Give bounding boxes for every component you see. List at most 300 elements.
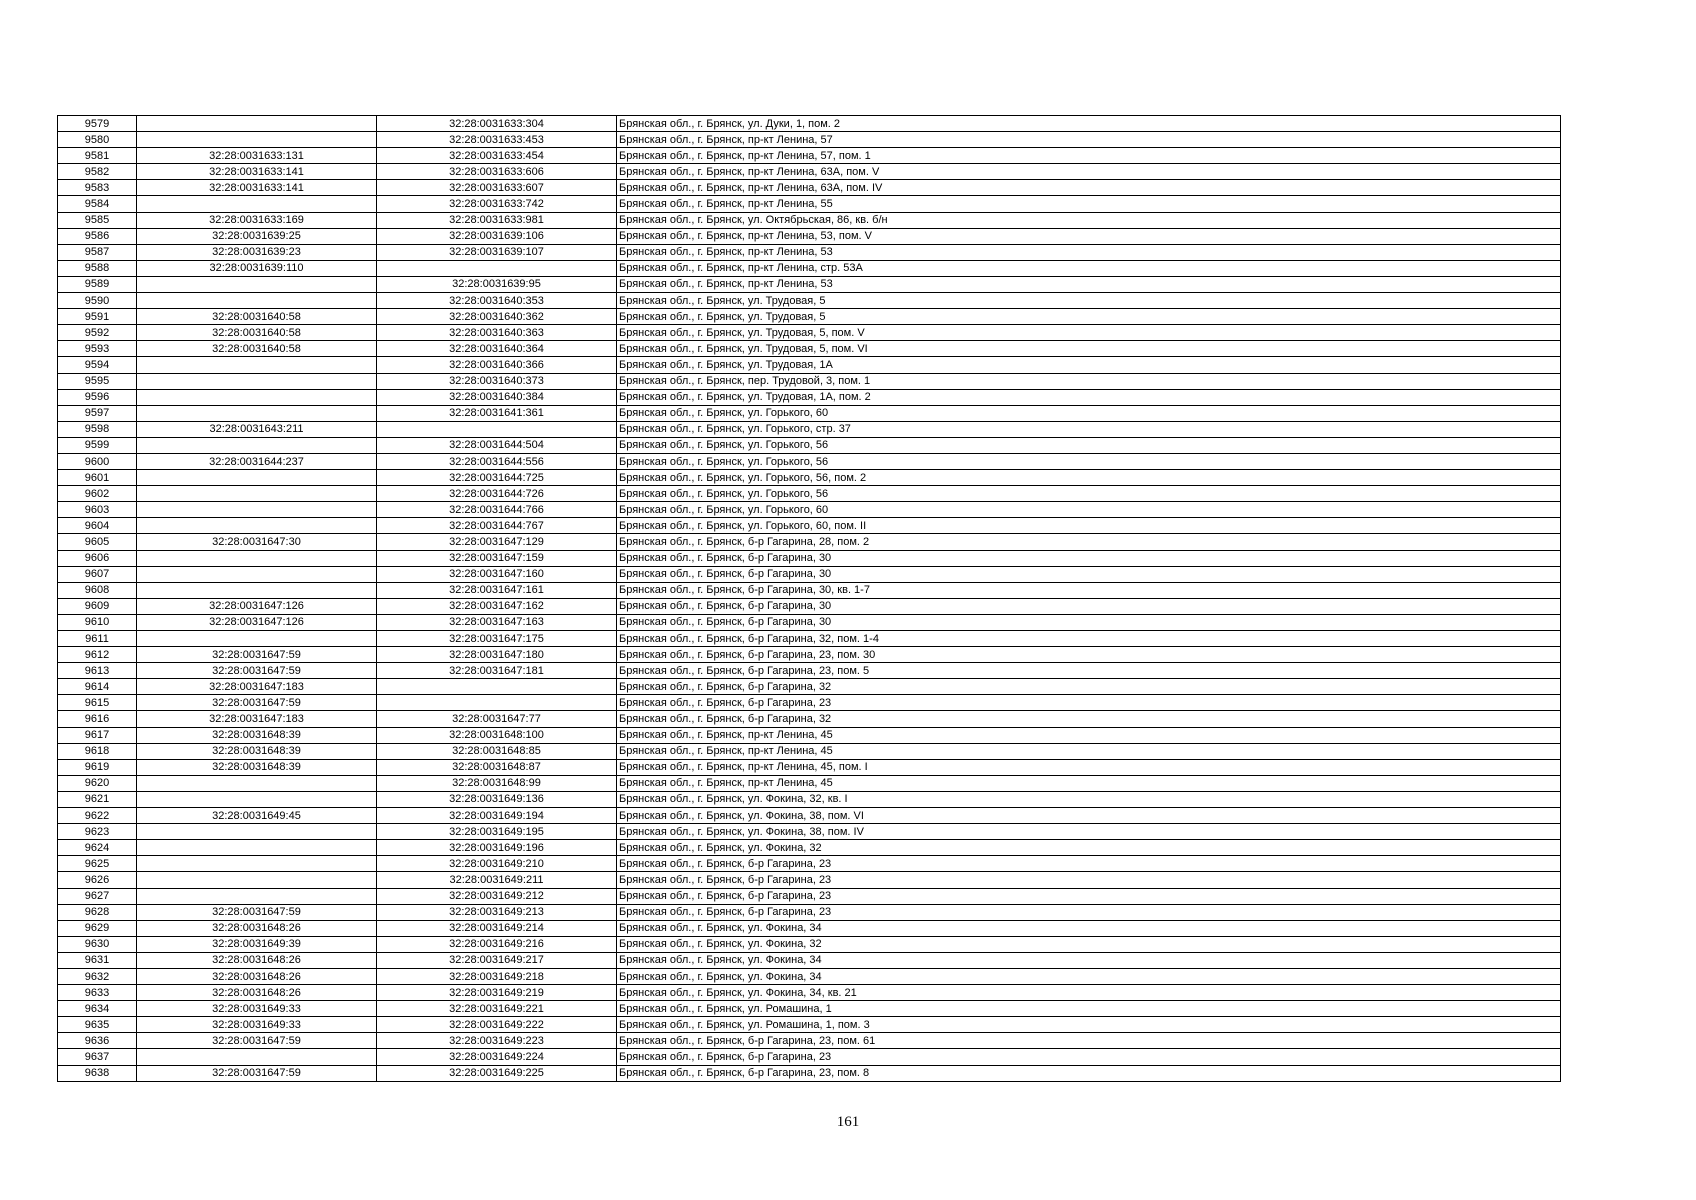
address-cell: Брянская обл., г. Брянск, ул. Фокина, 38, пом. IV — [617, 824, 1561, 840]
cadastral-number-cell: 32:28:0031633:981 — [377, 212, 617, 228]
address-cell: Брянская обл., г. Брянск, б-р Гагарина, 23 — [617, 888, 1561, 904]
parent-cadastral-cell: 32:28:0031649:39 — [137, 936, 377, 952]
cadastral-number-cell: 32:28:0031649:222 — [377, 1017, 617, 1033]
address-cell: Брянская обл., г. Брянск, пр-кт Ленина, 45 — [617, 727, 1561, 743]
cadastral-number-cell — [377, 260, 617, 276]
row-number-cell: 9618 — [58, 743, 137, 759]
cadastral-number-cell: 32:28:0031647:162 — [377, 598, 617, 614]
row-number-cell: 9593 — [58, 341, 137, 357]
row-number-cell: 9610 — [58, 614, 137, 630]
row-number-cell: 9611 — [58, 631, 137, 647]
row-number-cell: 9631 — [58, 952, 137, 968]
table-row — [58, 968, 1561, 984]
parent-cadastral-cell — [137, 550, 377, 566]
address-cell: Брянская обл., г. Брянск, ул. Фокина, 32 — [617, 840, 1561, 856]
table-row — [58, 566, 1561, 582]
address-cell: Брянская обл., г. Брянск, ул. Фокина, 32 — [617, 936, 1561, 952]
parent-cadastral-cell — [137, 888, 377, 904]
table-row — [58, 647, 1561, 663]
table-row — [58, 502, 1561, 518]
parent-cadastral-cell — [137, 405, 377, 421]
table-row — [58, 840, 1561, 856]
row-number-cell: 9632 — [58, 968, 137, 984]
table-row — [58, 196, 1561, 212]
row-number-cell: 9635 — [58, 1017, 137, 1033]
address-cell: Брянская обл., г. Брянск, пр-кт Ленина, 57 — [617, 132, 1561, 148]
cadastral-number-cell: 32:28:0031640:373 — [377, 373, 617, 389]
address-cell: Брянская обл., г. Брянск, ул. Горького, 56 — [617, 437, 1561, 453]
table-row — [58, 550, 1561, 566]
registry-table-body — [58, 116, 1561, 1082]
cadastral-number-cell: 32:28:0031644:725 — [377, 470, 617, 486]
row-number-cell: 9624 — [58, 840, 137, 856]
address-cell: Брянская обл., г. Брянск, ул. Трудовая, 1А, пом. 2 — [617, 389, 1561, 405]
parent-cadastral-cell — [137, 373, 377, 389]
row-number-cell: 9615 — [58, 695, 137, 711]
table-row — [58, 309, 1561, 325]
address-cell: Брянская обл., г. Брянск, б-р Гагарина, 28, пом. 2 — [617, 534, 1561, 550]
cadastral-number-cell: 32:28:0031649:136 — [377, 791, 617, 807]
address-cell: Брянская обл., г. Брянск, б-р Гагарина, 23, пом. 8 — [617, 1065, 1561, 1081]
address-cell: Брянская обл., г. Брянск, б-р Гагарина, 23 — [617, 856, 1561, 872]
row-number-cell: 9580 — [58, 132, 137, 148]
cadastral-number-cell: 32:28:0031644:766 — [377, 502, 617, 518]
parent-cadastral-cell: 32:28:0031633:141 — [137, 180, 377, 196]
parent-cadastral-cell: 32:28:0031648:39 — [137, 759, 377, 775]
row-number-cell: 9630 — [58, 936, 137, 952]
cadastral-number-cell: 32:28:0031633:453 — [377, 132, 617, 148]
table-row — [58, 808, 1561, 824]
row-number-cell: 9579 — [58, 116, 137, 132]
row-number-cell: 9604 — [58, 518, 137, 534]
table-row — [58, 775, 1561, 791]
parent-cadastral-cell: 32:28:0031647:59 — [137, 663, 377, 679]
cadastral-number-cell: 32:28:0031647:180 — [377, 647, 617, 663]
parent-cadastral-cell: 32:28:0031648:26 — [137, 985, 377, 1001]
table-row — [58, 276, 1561, 292]
row-number-cell: 9583 — [58, 180, 137, 196]
parent-cadastral-cell — [137, 132, 377, 148]
parent-cadastral-cell — [137, 357, 377, 373]
parent-cadastral-cell — [137, 116, 377, 132]
table-row — [58, 679, 1561, 695]
row-number-cell: 9626 — [58, 872, 137, 888]
table-row — [58, 260, 1561, 276]
address-cell: Брянская обл., г. Брянск, ул. Фокина, 38, пом. VI — [617, 808, 1561, 824]
cadastral-number-cell: 32:28:0031649:221 — [377, 1001, 617, 1017]
table-row — [58, 936, 1561, 952]
cadastral-number-cell: 32:28:0031640:363 — [377, 325, 617, 341]
table-row — [58, 212, 1561, 228]
row-number-cell: 9600 — [58, 453, 137, 469]
parent-cadastral-cell: 32:28:0031633:131 — [137, 148, 377, 164]
parent-cadastral-cell — [137, 856, 377, 872]
parent-cadastral-cell: 32:28:0031647:30 — [137, 534, 377, 550]
address-cell: Брянская обл., г. Брянск, б-р Гагарина, 32 — [617, 679, 1561, 695]
address-cell: Брянская обл., г. Брянск, б-р Гагарина, 30 — [617, 614, 1561, 630]
cadastral-number-cell: 32:28:0031649:219 — [377, 985, 617, 1001]
cadastral-number-cell: 32:28:0031648:87 — [377, 759, 617, 775]
parent-cadastral-cell: 32:28:0031647:126 — [137, 598, 377, 614]
table-row — [58, 437, 1561, 453]
row-number-cell: 9587 — [58, 244, 137, 260]
cadastral-number-cell: 32:28:0031633:304 — [377, 116, 617, 132]
table-row — [58, 920, 1561, 936]
address-cell: Брянская обл., г. Брянск, ул. Фокина, 34 — [617, 952, 1561, 968]
address-cell: Брянская обл., г. Брянск, ул. Горького, стр. 37 — [617, 421, 1561, 437]
address-cell: Брянская обл., г. Брянск, ул. Трудовая, 1А — [617, 357, 1561, 373]
cadastral-number-cell: 32:28:0031640:366 — [377, 357, 617, 373]
parent-cadastral-cell — [137, 389, 377, 405]
parent-cadastral-cell — [137, 566, 377, 582]
cadastral-number-cell: 32:28:0031648:99 — [377, 775, 617, 791]
parent-cadastral-cell — [137, 502, 377, 518]
parent-cadastral-cell: 32:28:0031639:25 — [137, 228, 377, 244]
table-row — [58, 1049, 1561, 1065]
cadastral-number-cell: 32:28:0031639:107 — [377, 244, 617, 260]
cadastral-number-cell: 32:28:0031648:100 — [377, 727, 617, 743]
table-row — [58, 325, 1561, 341]
cadastral-number-cell — [377, 695, 617, 711]
table-row — [58, 357, 1561, 373]
row-number-cell: 9628 — [58, 904, 137, 920]
cadastral-number-cell — [377, 679, 617, 695]
row-number-cell: 9586 — [58, 228, 137, 244]
address-cell: Брянская обл., г. Брянск, ул. Горького, 56 — [617, 486, 1561, 502]
parent-cadastral-cell: 32:28:0031648:26 — [137, 952, 377, 968]
address-cell: Брянская обл., г. Брянск, ул. Дуки, 1, пом. 2 — [617, 116, 1561, 132]
table-row — [58, 1065, 1561, 1081]
table-row — [58, 791, 1561, 807]
row-number-cell: 9603 — [58, 502, 137, 518]
address-cell: Брянская обл., г. Брянск, б-р Гагарина, 32 — [617, 711, 1561, 727]
cadastral-number-cell: 32:28:0031633:454 — [377, 148, 617, 164]
row-number-cell: 9585 — [58, 212, 137, 228]
row-number-cell: 9594 — [58, 357, 137, 373]
parent-cadastral-cell: 32:28:0031647:59 — [137, 1065, 377, 1081]
parent-cadastral-cell: 32:28:0031639:110 — [137, 260, 377, 276]
cadastral-number-cell: 32:28:0031633:606 — [377, 164, 617, 180]
parent-cadastral-cell: 32:28:0031644:237 — [137, 453, 377, 469]
row-number-cell: 9582 — [58, 164, 137, 180]
row-number-cell: 9614 — [58, 679, 137, 695]
address-cell: Брянская обл., г. Брянск, пер. Трудовой, 3, пом. 1 — [617, 373, 1561, 389]
row-number-cell: 9638 — [58, 1065, 137, 1081]
row-number-cell: 9596 — [58, 389, 137, 405]
parent-cadastral-cell: 32:28:0031640:58 — [137, 325, 377, 341]
cadastral-number-cell: 32:28:0031649:212 — [377, 888, 617, 904]
row-number-cell: 9619 — [58, 759, 137, 775]
cadastral-number-cell: 32:28:0031640:384 — [377, 389, 617, 405]
table-row — [58, 727, 1561, 743]
parent-cadastral-cell: 32:28:0031647:183 — [137, 679, 377, 695]
cadastral-number-cell: 32:28:0031649:224 — [377, 1049, 617, 1065]
address-cell: Брянская обл., г. Брянск, ул. Горького, 60 — [617, 502, 1561, 518]
address-cell: Брянская обл., г. Брянск, ул. Фокина, 34 — [617, 920, 1561, 936]
parent-cadastral-cell: 32:28:0031648:39 — [137, 743, 377, 759]
table-row — [58, 856, 1561, 872]
address-cell: Брянская обл., г. Брянск, ул. Трудовая, 5, пом. V — [617, 325, 1561, 341]
parent-cadastral-cell: 32:28:0031648:39 — [137, 727, 377, 743]
parent-cadastral-cell — [137, 775, 377, 791]
address-cell: Брянская обл., г. Брянск, б-р Гагарина, 30 — [617, 566, 1561, 582]
parent-cadastral-cell: 32:28:0031647:126 — [137, 614, 377, 630]
parent-cadastral-cell — [137, 470, 377, 486]
address-cell: Брянская обл., г. Брянск, ул. Фокина, 32, кв. I — [617, 791, 1561, 807]
address-cell: Брянская обл., г. Брянск, ул. Горького, 56 — [617, 453, 1561, 469]
address-cell: Брянская обл., г. Брянск, б-р Гагарина, 30, кв. 1-7 — [617, 582, 1561, 598]
parent-cadastral-cell: 32:28:0031647:59 — [137, 695, 377, 711]
address-cell: Брянская обл., г. Брянск, б-р Гагарина, 23, пом. 5 — [617, 663, 1561, 679]
table-row — [58, 598, 1561, 614]
cadastral-number-cell: 32:28:0031647:163 — [377, 614, 617, 630]
row-number-cell: 9591 — [58, 309, 137, 325]
page-number: 161 — [836, 1114, 860, 1130]
cadastral-number-cell: 32:28:0031640:353 — [377, 293, 617, 309]
table-row — [58, 244, 1561, 260]
parent-cadastral-cell — [137, 872, 377, 888]
cadastral-number-cell: 32:28:0031640:362 — [377, 309, 617, 325]
table-row — [58, 663, 1561, 679]
cadastral-number-cell: 32:28:0031648:85 — [377, 743, 617, 759]
address-cell: Брянская обл., г. Брянск, ул. Горького, 60 — [617, 405, 1561, 421]
table-row — [58, 293, 1561, 309]
parent-cadastral-cell — [137, 276, 377, 292]
table-row — [58, 695, 1561, 711]
address-cell: Брянская обл., г. Брянск, б-р Гагарина, 30 — [617, 550, 1561, 566]
address-cell: Брянская обл., г. Брянск, б-р Гагарина, 23 — [617, 904, 1561, 920]
table-row — [58, 486, 1561, 502]
cadastral-number-cell: 32:28:0031647:77 — [377, 711, 617, 727]
row-number-cell: 9595 — [58, 373, 137, 389]
table-row — [58, 985, 1561, 1001]
parent-cadastral-cell — [137, 582, 377, 598]
cadastral-number-cell: 32:28:0031633:607 — [377, 180, 617, 196]
parent-cadastral-cell: 32:28:0031643:211 — [137, 421, 377, 437]
address-cell: Брянская обл., г. Брянск, б-р Гагарина, 23 — [617, 872, 1561, 888]
table-row — [58, 904, 1561, 920]
table-row — [58, 759, 1561, 775]
row-number-cell: 9597 — [58, 405, 137, 421]
row-number-cell: 9629 — [58, 920, 137, 936]
table-row — [58, 631, 1561, 647]
address-cell: Брянская обл., г. Брянск, ул. Трудовая, 5 — [617, 293, 1561, 309]
row-number-cell: 9605 — [58, 534, 137, 550]
row-number-cell: 9590 — [58, 293, 137, 309]
row-number-cell: 9637 — [58, 1049, 137, 1065]
parent-cadastral-cell — [137, 196, 377, 212]
parent-cadastral-cell — [137, 1049, 377, 1065]
row-number-cell: 9613 — [58, 663, 137, 679]
row-number-cell: 9623 — [58, 824, 137, 840]
parent-cadastral-cell: 32:28:0031649:33 — [137, 1017, 377, 1033]
address-cell: Брянская обл., г. Брянск, пр-кт Ленина, стр. 53А — [617, 260, 1561, 276]
row-number-cell: 9636 — [58, 1033, 137, 1049]
row-number-cell: 9617 — [58, 727, 137, 743]
row-number-cell: 9609 — [58, 598, 137, 614]
cadastral-number-cell: 32:28:0031647:129 — [377, 534, 617, 550]
table-row — [58, 952, 1561, 968]
address-cell: Брянская обл., г. Брянск, ул. Трудовая, 5, пом. VI — [617, 341, 1561, 357]
row-number-cell: 9607 — [58, 566, 137, 582]
table-row — [58, 711, 1561, 727]
row-number-cell: 9634 — [58, 1001, 137, 1017]
table-row — [58, 614, 1561, 630]
row-number-cell: 9598 — [58, 421, 137, 437]
parent-cadastral-cell — [137, 791, 377, 807]
address-cell: Брянская обл., г. Брянск, пр-кт Ленина, 63А, пом. IV — [617, 180, 1561, 196]
cadastral-number-cell: 32:28:0031649:195 — [377, 824, 617, 840]
parent-cadastral-cell — [137, 631, 377, 647]
parent-cadastral-cell: 32:28:0031648:26 — [137, 968, 377, 984]
parent-cadastral-cell: 32:28:0031649:45 — [137, 808, 377, 824]
row-number-cell: 9581 — [58, 148, 137, 164]
address-cell: Брянская обл., г. Брянск, пр-кт Ленина, 45 — [617, 743, 1561, 759]
address-cell: Брянская обл., г. Брянск, ул. Фокина, 34 — [617, 968, 1561, 984]
registry-table — [57, 115, 1561, 1082]
cadastral-number-cell: 32:28:0031649:223 — [377, 1033, 617, 1049]
row-number-cell: 9621 — [58, 791, 137, 807]
table-row — [58, 341, 1561, 357]
address-cell: Брянская обл., г. Брянск, пр-кт Ленина, 53 — [617, 244, 1561, 260]
table-row — [58, 132, 1561, 148]
row-number-cell: 9625 — [58, 856, 137, 872]
address-cell: Брянская обл., г. Брянск, пр-кт Ленина, 53 — [617, 276, 1561, 292]
table-row — [58, 824, 1561, 840]
table-row — [58, 164, 1561, 180]
table-row — [58, 453, 1561, 469]
address-cell: Брянская обл., г. Брянск, пр-кт Ленина, 53, пом. V — [617, 228, 1561, 244]
cadastral-number-cell: 32:28:0031649:210 — [377, 856, 617, 872]
row-number-cell: 9620 — [58, 775, 137, 791]
cadastral-number-cell: 32:28:0031649:214 — [377, 920, 617, 936]
cadastral-number-cell: 32:28:0031649:211 — [377, 872, 617, 888]
parent-cadastral-cell: 32:28:0031633:141 — [137, 164, 377, 180]
row-number-cell: 9602 — [58, 486, 137, 502]
cadastral-number-cell: 32:28:0031641:361 — [377, 405, 617, 421]
address-cell: Брянская обл., г. Брянск, ул. Фокина, 34, кв. 21 — [617, 985, 1561, 1001]
row-number-cell: 9616 — [58, 711, 137, 727]
row-number-cell: 9633 — [58, 985, 137, 1001]
cadastral-number-cell: 32:28:0031640:364 — [377, 341, 617, 357]
table-row — [58, 421, 1561, 437]
cadastral-number-cell: 32:28:0031649:194 — [377, 808, 617, 824]
table-row — [58, 373, 1561, 389]
parent-cadastral-cell — [137, 437, 377, 453]
address-cell: Брянская обл., г. Брянск, ул. Ромашина, 1, пом. 3 — [617, 1017, 1561, 1033]
cadastral-number-cell: 32:28:0031649:213 — [377, 904, 617, 920]
parent-cadastral-cell: 32:28:0031648:26 — [137, 920, 377, 936]
address-cell: Брянская обл., г. Брянск, пр-кт Ленина, 57, пом. 1 — [617, 148, 1561, 164]
table-row — [58, 888, 1561, 904]
table-row — [58, 1001, 1561, 1017]
address-cell: Брянская обл., г. Брянск, пр-кт Ленина, 63А, пом. V — [617, 164, 1561, 180]
table-row — [58, 582, 1561, 598]
table-row — [58, 116, 1561, 132]
row-number-cell: 9622 — [58, 808, 137, 824]
address-cell: Брянская обл., г. Брянск, б-р Гагарина, 23, пом. 61 — [617, 1033, 1561, 1049]
parent-cadastral-cell — [137, 518, 377, 534]
row-number-cell: 9601 — [58, 470, 137, 486]
cadastral-number-cell: 32:28:0031644:767 — [377, 518, 617, 534]
table-row — [58, 1017, 1561, 1033]
row-number-cell: 9599 — [58, 437, 137, 453]
address-cell: Брянская обл., г. Брянск, пр-кт Ленина, 45 — [617, 775, 1561, 791]
cadastral-number-cell: 32:28:0031639:106 — [377, 228, 617, 244]
address-cell: Брянская обл., г. Брянск, ул. Горького, 56, пом. 2 — [617, 470, 1561, 486]
parent-cadastral-cell: 32:28:0031649:33 — [137, 1001, 377, 1017]
cadastral-number-cell: 32:28:0031639:95 — [377, 276, 617, 292]
parent-cadastral-cell — [137, 840, 377, 856]
address-cell: Брянская обл., г. Брянск, б-р Гагарина, 23 — [617, 1049, 1561, 1065]
table-row — [58, 228, 1561, 244]
row-number-cell: 9584 — [58, 196, 137, 212]
row-number-cell: 9612 — [58, 647, 137, 663]
table-row — [58, 389, 1561, 405]
table-row — [58, 405, 1561, 421]
address-cell: Брянская обл., г. Брянск, ул. Горького, 60, пом. II — [617, 518, 1561, 534]
cadastral-number-cell — [377, 421, 617, 437]
parent-cadastral-cell — [137, 293, 377, 309]
table-row — [58, 148, 1561, 164]
cadastral-number-cell: 32:28:0031647:181 — [377, 663, 617, 679]
table-row — [58, 534, 1561, 550]
cadastral-number-cell: 32:28:0031649:196 — [377, 840, 617, 856]
row-number-cell: 9588 — [58, 260, 137, 276]
table-row — [58, 518, 1561, 534]
address-cell: Брянская обл., г. Брянск, пр-кт Ленина, 55 — [617, 196, 1561, 212]
table-row — [58, 1033, 1561, 1049]
row-number-cell: 9589 — [58, 276, 137, 292]
parent-cadastral-cell: 32:28:0031647:59 — [137, 647, 377, 663]
parent-cadastral-cell: 32:28:0031633:169 — [137, 212, 377, 228]
row-number-cell: 9592 — [58, 325, 137, 341]
cadastral-number-cell: 32:28:0031644:726 — [377, 486, 617, 502]
address-cell: Брянская обл., г. Брянск, б-р Гагарина, 23, пом. 30 — [617, 647, 1561, 663]
cadastral-number-cell: 32:28:0031649:225 — [377, 1065, 617, 1081]
cadastral-number-cell: 32:28:0031644:504 — [377, 437, 617, 453]
address-cell: Брянская обл., г. Брянск, б-р Гагарина, 23 — [617, 695, 1561, 711]
cadastral-number-cell: 32:28:0031649:216 — [377, 936, 617, 952]
address-cell: Брянская обл., г. Брянск, ул. Ромашина, 1 — [617, 1001, 1561, 1017]
cadastral-number-cell: 32:28:0031649:217 — [377, 952, 617, 968]
cadastral-number-cell: 32:28:0031644:556 — [377, 453, 617, 469]
address-cell: Брянская обл., г. Брянск, ул. Октябрьская, 86, кв. б/н — [617, 212, 1561, 228]
address-cell: Брянская обл., г. Брянск, б-р Гагарина, 32, пом. 1-4 — [617, 631, 1561, 647]
row-number-cell: 9608 — [58, 582, 137, 598]
parent-cadastral-cell: 32:28:0031647:183 — [137, 711, 377, 727]
parent-cadastral-cell: 32:28:0031639:23 — [137, 244, 377, 260]
address-cell: Брянская обл., г. Брянск, б-р Гагарина, 30 — [617, 598, 1561, 614]
parent-cadastral-cell: 32:28:0031640:58 — [137, 341, 377, 357]
row-number-cell: 9627 — [58, 888, 137, 904]
cadastral-number-cell: 32:28:0031647:175 — [377, 631, 617, 647]
parent-cadastral-cell: 32:28:0031640:58 — [137, 309, 377, 325]
parent-cadastral-cell: 32:28:0031647:59 — [137, 1033, 377, 1049]
address-cell: Брянская обл., г. Брянск, пр-кт Ленина, 45, пом. I — [617, 759, 1561, 775]
cadastral-number-cell: 32:28:0031649:218 — [377, 968, 617, 984]
address-cell: Брянская обл., г. Брянск, ул. Трудовая, 5 — [617, 309, 1561, 325]
table-row — [58, 470, 1561, 486]
parent-cadastral-cell — [137, 486, 377, 502]
table-row — [58, 743, 1561, 759]
cadastral-number-cell: 32:28:0031633:742 — [377, 196, 617, 212]
parent-cadastral-cell — [137, 824, 377, 840]
cadastral-number-cell: 32:28:0031647:161 — [377, 582, 617, 598]
parent-cadastral-cell: 32:28:0031647:59 — [137, 904, 377, 920]
cadastral-number-cell: 32:28:0031647:160 — [377, 566, 617, 582]
row-number-cell: 9606 — [58, 550, 137, 566]
